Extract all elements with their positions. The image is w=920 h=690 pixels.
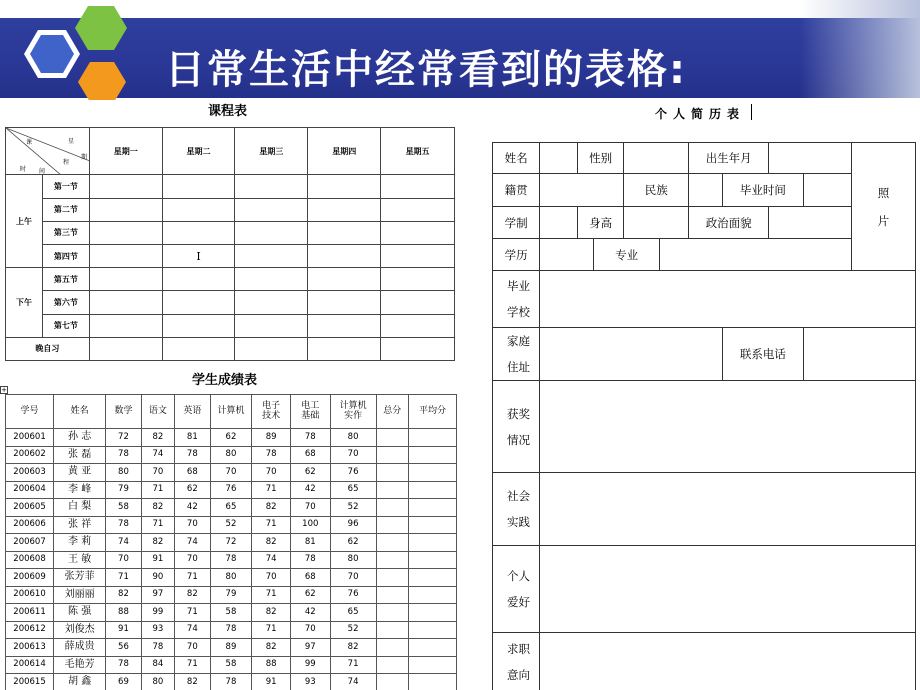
photo-label: 照 [877, 185, 890, 200]
label-intent [493, 633, 540, 690]
score-cell: 72 [106, 429, 141, 447]
student-name-cell: 孙 志 [54, 429, 106, 447]
value-ethnicity[interactable] [689, 174, 723, 207]
table-row [6, 516, 457, 534]
period-label: 第六节 [42, 291, 89, 314]
average-cell [408, 586, 456, 604]
score-cell: 93 [290, 674, 330, 690]
total-cell [376, 656, 408, 674]
score-cell: 42 [290, 481, 330, 499]
score-cell: 74 [330, 674, 376, 690]
grades-title: 学生成绩表 [192, 373, 258, 388]
score-cell: 88 [106, 604, 141, 622]
student-id-cell: 200615 [6, 674, 54, 690]
student-id-cell: 200603 [6, 464, 54, 482]
value-birth[interactable] [769, 143, 852, 174]
score-cell: 82 [330, 639, 376, 657]
score-cell: 62 [175, 481, 210, 499]
corner-char: 程 [63, 159, 70, 166]
value-name[interactable] [540, 143, 578, 174]
period-label: 第一节 [42, 175, 89, 198]
score-cell: 58 [106, 499, 141, 517]
value-practice[interactable] [540, 473, 916, 546]
score-cell: 76 [210, 481, 252, 499]
total-cell [376, 464, 408, 482]
score-cell: 74 [106, 534, 141, 552]
label-phone: 联系电话 [722, 328, 803, 381]
score-cell: 82 [252, 604, 291, 622]
table-row [6, 621, 457, 639]
score-cell: 76 [330, 464, 376, 482]
student-name-cell: 陈 强 [54, 604, 106, 622]
label-line: 学校 [507, 305, 530, 319]
total-cell [376, 674, 408, 690]
score-cell: 71 [106, 569, 141, 587]
score-cell: 88 [252, 656, 291, 674]
header-line: 实作 [344, 410, 363, 421]
score-cell: 82 [175, 586, 210, 604]
label-line: 家庭 [507, 334, 530, 348]
score-cell: 70 [175, 516, 210, 534]
score-cell: 97 [290, 639, 330, 657]
score-cell: 70 [175, 551, 210, 569]
label-line: 意向 [507, 667, 530, 682]
score-cell: 99 [290, 656, 330, 674]
label-education: 学历 [493, 239, 540, 271]
score-cell: 80 [210, 569, 252, 587]
score-cell: 68 [290, 446, 330, 464]
score-cell: 78 [290, 551, 330, 569]
score-cell: 42 [290, 604, 330, 622]
student-name-cell: 李 峰 [54, 481, 106, 499]
column-header: 计算机 [210, 395, 252, 429]
average-cell [408, 446, 456, 464]
table-row [6, 569, 457, 587]
score-cell: 80 [141, 674, 174, 690]
label-line: 社会 [507, 489, 530, 503]
day-header: 星期三 [235, 128, 308, 175]
photo-box[interactable] [851, 143, 915, 271]
hexagon-logo-icon [10, 0, 140, 100]
label-name: 姓名 [493, 143, 540, 174]
score-cell: 74 [175, 621, 210, 639]
score-cell: 82 [175, 674, 210, 690]
average-cell [408, 674, 456, 690]
score-cell: 78 [210, 674, 252, 690]
score-cell: 70 [252, 569, 291, 587]
banner-right-fade [800, 0, 920, 98]
table-row [6, 481, 457, 499]
value-awards[interactable] [540, 381, 916, 473]
student-id-cell: 200601 [6, 429, 54, 447]
score-cell: 78 [210, 621, 252, 639]
day-header: 星期二 [162, 128, 235, 175]
average-cell [408, 481, 456, 499]
score-cell: 82 [141, 534, 174, 552]
total-cell [376, 639, 408, 657]
score-cell: 82 [141, 429, 174, 447]
score-cell: 68 [175, 464, 210, 482]
score-cell: 81 [175, 429, 210, 447]
total-cell [376, 621, 408, 639]
value-home[interactable] [540, 328, 722, 381]
score-cell: 89 [252, 429, 291, 447]
score-cell: 71 [141, 481, 174, 499]
value-height[interactable] [624, 207, 689, 239]
student-name-cell: 刘丽丽 [54, 586, 106, 604]
score-cell: 71 [175, 604, 210, 622]
score-cell: 91 [252, 674, 291, 690]
student-grades-table [5, 394, 457, 690]
score-cell: 71 [252, 481, 291, 499]
average-cell [408, 534, 456, 552]
value-political[interactable] [769, 207, 852, 239]
table-row [6, 534, 457, 552]
student-id-cell: 200606 [6, 516, 54, 534]
day-header: 星期一 [89, 128, 162, 175]
column-header: 英语 [175, 395, 210, 429]
label-grad-school [493, 271, 540, 328]
score-cell: 71 [252, 586, 291, 604]
student-name-cell: 李 莉 [54, 534, 106, 552]
score-cell: 71 [175, 569, 210, 587]
value-gender[interactable] [624, 143, 689, 174]
label-line: 实践 [507, 515, 530, 529]
header-line: 基础 [301, 410, 320, 421]
student-name-cell: 白 梨 [54, 499, 106, 517]
score-cell: 68 [290, 569, 330, 587]
score-cell: 99 [141, 604, 174, 622]
score-cell: 71 [330, 656, 376, 674]
student-name-cell: 张 祥 [54, 516, 106, 534]
table-row [6, 551, 457, 569]
period-label: 第二节 [42, 198, 89, 221]
score-cell: 78 [290, 429, 330, 447]
score-cell: 79 [210, 586, 252, 604]
label-grad-time: 毕业时间 [722, 174, 803, 207]
average-cell [408, 656, 456, 674]
score-cell: 65 [330, 604, 376, 622]
score-cell: 52 [330, 499, 376, 517]
value-education[interactable] [540, 239, 594, 271]
score-cell: 42 [175, 499, 210, 517]
page-title: 日常生活中经常看到的表格: [165, 47, 687, 93]
student-name-cell: 毛艳芳 [54, 656, 106, 674]
score-cell: 70 [175, 639, 210, 657]
period-label: 第四节 [42, 244, 89, 267]
label-line: 住址 [507, 360, 530, 374]
label-line: 求职 [507, 641, 530, 656]
score-cell: 70 [330, 569, 376, 587]
student-id-cell: 200602 [6, 446, 54, 464]
value-phone[interactable] [804, 328, 916, 381]
score-cell: 78 [106, 446, 141, 464]
average-cell [408, 499, 456, 517]
score-cell: 78 [106, 516, 141, 534]
score-cell: 82 [252, 499, 291, 517]
label-line: 爱好 [507, 595, 530, 609]
score-cell: 79 [106, 481, 141, 499]
column-header [252, 395, 291, 429]
score-cell: 62 [290, 586, 330, 604]
header-line: 电子 [262, 401, 281, 412]
table-row [6, 446, 457, 464]
score-cell: 70 [330, 446, 376, 464]
average-cell [408, 621, 456, 639]
label-gender: 性别 [577, 143, 623, 174]
table-row [6, 464, 457, 482]
score-cell: 62 [330, 534, 376, 552]
evening-study-label: 晚自习 [6, 337, 90, 360]
score-cell: 80 [330, 551, 376, 569]
table-row [6, 586, 457, 604]
column-header: 平均分 [408, 395, 456, 429]
score-cell: 70 [290, 621, 330, 639]
value-grad-time[interactable] [804, 174, 852, 207]
score-cell: 100 [290, 516, 330, 534]
column-header: 学号 [6, 395, 54, 429]
day-header: 星期四 [308, 128, 381, 175]
student-id-cell: 200608 [6, 551, 54, 569]
column-header: 姓名 [54, 395, 106, 429]
student-name-cell: 王 敏 [54, 551, 106, 569]
student-id-cell: 200605 [6, 499, 54, 517]
score-cell: 82 [252, 639, 291, 657]
period-label: 第三节 [42, 221, 89, 244]
student-name-cell: 黄 亚 [54, 464, 106, 482]
corner-char: 课 [26, 139, 33, 146]
schedule-title: 课程表 [208, 104, 248, 119]
corner-char: 星 [68, 138, 75, 145]
label-line: 情况 [507, 432, 530, 447]
average-cell [408, 604, 456, 622]
value-schooling[interactable] [540, 207, 578, 239]
student-id-cell: 200609 [6, 569, 54, 587]
resume-title: 个人简历表 [655, 107, 746, 121]
corner-char: 间 [39, 168, 46, 175]
corner-char: 期 [81, 154, 88, 161]
afternoon-label: 下午 [6, 268, 43, 338]
label-height: 身高 [577, 207, 623, 239]
text-cursor-mark: I [162, 244, 235, 267]
total-cell [376, 604, 408, 622]
score-cell: 91 [141, 551, 174, 569]
table-row [6, 639, 457, 657]
score-cell: 74 [252, 551, 291, 569]
student-id-cell: 200614 [6, 656, 54, 674]
score-cell: 78 [175, 446, 210, 464]
average-cell [408, 569, 456, 587]
score-cell: 80 [330, 429, 376, 447]
column-header [330, 395, 376, 429]
score-cell: 84 [141, 656, 174, 674]
student-name-cell: 张 磊 [54, 446, 106, 464]
score-cell: 71 [175, 656, 210, 674]
score-cell: 70 [210, 464, 252, 482]
label-practice [493, 473, 540, 546]
header-line: 技术 [262, 410, 281, 421]
label-major: 专业 [593, 239, 659, 271]
total-cell [376, 429, 408, 447]
student-id-cell: 200611 [6, 604, 54, 622]
label-political: 政治面貌 [689, 207, 769, 239]
value-origin[interactable] [540, 174, 624, 207]
score-cell: 82 [252, 534, 291, 552]
table-row [6, 604, 457, 622]
score-cell: 52 [330, 621, 376, 639]
grades-header-row [6, 395, 457, 429]
table-move-handle[interactable]: + [1, 386, 7, 394]
label-schooling: 学制 [493, 207, 540, 239]
total-cell [376, 586, 408, 604]
label-origin: 籍贯 [493, 174, 540, 207]
total-cell [376, 569, 408, 587]
student-id-cell: 200604 [6, 481, 54, 499]
score-cell: 78 [141, 639, 174, 657]
score-cell: 70 [252, 464, 291, 482]
score-cell: 76 [330, 586, 376, 604]
schedule-corner-cell [6, 128, 90, 175]
score-cell: 62 [210, 429, 252, 447]
score-cell: 70 [141, 464, 174, 482]
score-cell: 65 [210, 499, 252, 517]
score-cell: 71 [252, 516, 291, 534]
column-header: 语文 [141, 395, 174, 429]
score-cell: 82 [106, 586, 141, 604]
score-cell: 96 [330, 516, 376, 534]
label-home [493, 328, 540, 381]
table-row [6, 499, 457, 517]
column-header: 数学 [106, 395, 141, 429]
score-cell: 89 [210, 639, 252, 657]
corner-char: 时 [20, 166, 27, 173]
corner-diagonal-lines [6, 128, 90, 175]
label-line: 获奖 [507, 406, 530, 421]
label-ethnicity: 民族 [624, 174, 689, 207]
score-cell: 71 [252, 621, 291, 639]
value-grad-school[interactable] [540, 271, 916, 328]
score-cell: 90 [141, 569, 174, 587]
table-row [6, 674, 457, 690]
header-line: 计算机 [339, 401, 367, 412]
total-cell [376, 534, 408, 552]
table-row [6, 656, 457, 674]
column-header: 总分 [376, 395, 408, 429]
score-cell: 74 [175, 534, 210, 552]
morning-label: 上午 [6, 175, 43, 268]
total-cell [376, 551, 408, 569]
score-cell: 65 [330, 481, 376, 499]
value-intent[interactable] [540, 633, 916, 690]
score-cell: 70 [290, 499, 330, 517]
score-cell: 93 [141, 621, 174, 639]
score-cell: 74 [141, 446, 174, 464]
header-line: 电工 [301, 401, 320, 412]
average-cell [408, 551, 456, 569]
resume-table [492, 142, 916, 690]
score-cell: 70 [106, 551, 141, 569]
average-cell [408, 516, 456, 534]
total-cell [376, 481, 408, 499]
score-cell: 80 [210, 446, 252, 464]
student-id-cell: 200612 [6, 621, 54, 639]
total-cell [376, 499, 408, 517]
student-id-cell: 200607 [6, 534, 54, 552]
class-schedule-table [5, 127, 455, 361]
value-major[interactable] [660, 239, 852, 271]
student-name-cell: 张芳菲 [54, 569, 106, 587]
grades-body [6, 429, 457, 690]
total-cell [376, 446, 408, 464]
student-name-cell: 薛成贵 [54, 639, 106, 657]
text-cursor [751, 104, 752, 120]
score-cell: 58 [210, 656, 252, 674]
score-cell: 97 [141, 586, 174, 604]
score-cell: 62 [290, 464, 330, 482]
average-cell [408, 639, 456, 657]
label-hobbies [493, 546, 540, 633]
label-birth: 出生年月 [689, 143, 769, 174]
score-cell: 80 [106, 464, 141, 482]
period-label: 第七节 [42, 314, 89, 337]
label-line: 个人 [507, 569, 530, 583]
column-header [290, 395, 330, 429]
period-label: 第五节 [42, 268, 89, 291]
score-cell: 81 [290, 534, 330, 552]
photo-label: 片 [877, 213, 890, 228]
score-cell: 78 [252, 446, 291, 464]
score-cell: 58 [210, 604, 252, 622]
label-line: 毕业 [507, 279, 530, 293]
value-hobbies[interactable] [540, 546, 916, 633]
score-cell: 52 [210, 516, 252, 534]
score-cell: 72 [210, 534, 252, 552]
score-cell: 71 [141, 516, 174, 534]
day-header: 星期五 [381, 128, 455, 175]
score-cell: 69 [106, 674, 141, 690]
score-cell: 78 [210, 551, 252, 569]
student-id-cell: 200613 [6, 639, 54, 657]
student-id-cell: 200610 [6, 586, 54, 604]
score-cell: 91 [106, 621, 141, 639]
score-cell: 82 [141, 499, 174, 517]
table-row [6, 429, 457, 447]
student-name-cell: 刘俊杰 [54, 621, 106, 639]
average-cell [408, 464, 456, 482]
average-cell [408, 429, 456, 447]
total-cell [376, 516, 408, 534]
score-cell: 78 [106, 656, 141, 674]
student-name-cell: 胡 鑫 [54, 674, 106, 690]
label-awards [493, 381, 540, 473]
score-cell: 56 [106, 639, 141, 657]
